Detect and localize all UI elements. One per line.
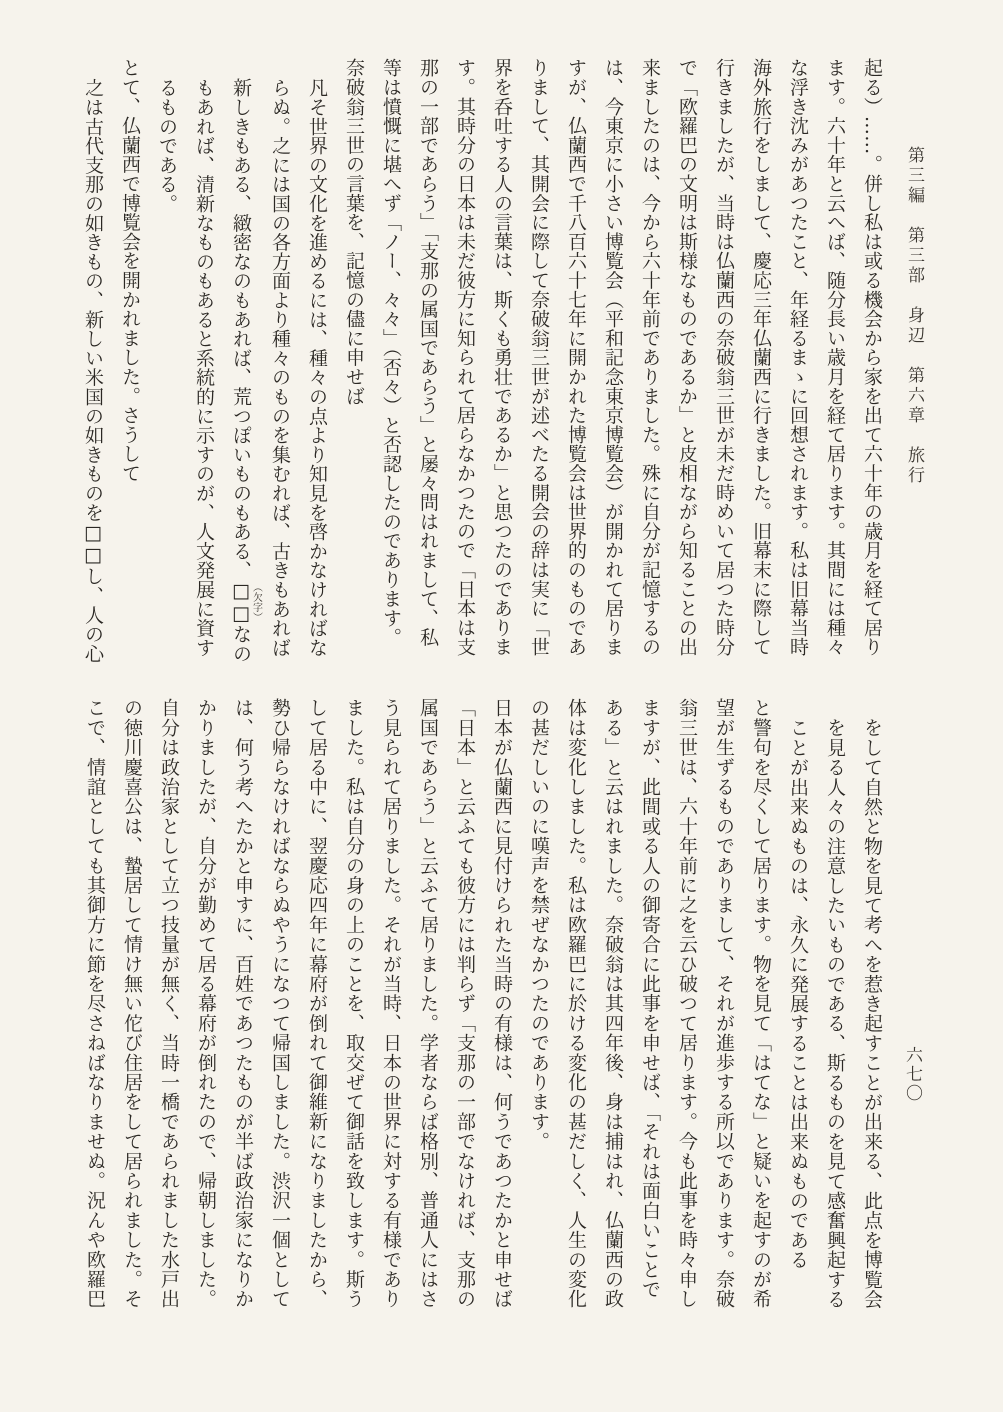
text-line: は、何う考へたかと申すに、百姓であつたものが半ば政治家になりか — [232, 698, 254, 1309]
text-line: をして自然と物を見て考へを惹き起すことが出来る、此点を博覧会 — [861, 718, 883, 1309]
text-line: こで、情誼としても其御方に節を尽さねばなりませぬ。況んや欧羅巴 — [84, 698, 106, 1309]
text-line: 「日本」と云ふても彼方には判らず「支那の一部でなければ、支那の — [454, 698, 476, 1309]
text-line: 日本が仏蘭西に見付けられた当時の有様は、何うであつたかと申せば — [491, 698, 513, 1309]
text-line: ます。六十年と云へば、随分長い歳月を経て居ります。其間には種々 — [824, 58, 846, 657]
text-line: 翁三世は、六十年前に之を云ひ破つて居ります。今も此事を時々申し — [676, 698, 698, 1309]
text-line: 属国であらう」と云ふて居りました。学者ならば格別、普通人にはさ — [417, 698, 439, 1309]
text-line: 行きましたが、当時は仏蘭西の奈破翁三世が未だ時めいて居つた時分 — [713, 58, 735, 657]
text-line: 来ましたのは、今から六十年前でありました。殊に自分が記憶するの — [639, 58, 661, 657]
text-block-bottom — [76, 698, 890, 1324]
text-line: 奈破翁三世の言葉を、記憶の儘に申せば — [343, 58, 365, 406]
text-line: 海外旅行をしまして、慶応三年仏蘭西に行きました。旧幕末に際して — [750, 58, 772, 657]
text-line: 体は変化しました。私は欧羅巴に於ける変化の甚だしく、人生の変化 — [565, 698, 587, 1309]
text-line: の徳川慶喜公は、蟄居して情け無い佗び住居をして居られました。そ — [121, 698, 143, 1309]
text-line: らぬ。之には国の各方面より種々のものを集むれば、古きもあれば — [269, 78, 291, 657]
text-line: るものである。 — [156, 78, 178, 214]
text-line: ことが出来ぬものは、永久に発展することは出来ぬものである — [787, 718, 809, 1270]
text-line: 勢ひ帰らなければならぬやうになつて帰国しました。渋沢一個として — [269, 698, 291, 1309]
text-line: 之は古代支那の如きもの、新しい米国の如きものを□□し、人の心 — [82, 78, 104, 663]
text-line: 自分は政治家として立つ技量が無く、当時一橋であられました水戸出 — [158, 698, 180, 1309]
text-line: 界を呑吐する人の言葉は、斯くも勇壮であるか」と思つたのでありま — [491, 58, 513, 657]
text-line: 凡そ世界の文化を進めるには、種々の点より知見を啓かなければな — [306, 78, 328, 657]
text-line: かりましたが、自分が勤めて居る幕府が倒れたので、帰朝しました。 — [195, 698, 217, 1309]
text-line: は、今東京に小さい博覧会（平和記念東京博覧会）が開かれて居りま — [602, 58, 624, 657]
text-line: 起る）……。併し私は或る機会から家を出て六十年の歳月を経て居り — [861, 58, 883, 657]
missing-char-note: □□（欠字） — [230, 579, 262, 625]
text-line: の甚だしいのに嘆声を禁ぜなかつたのであります。 — [528, 698, 550, 1152]
text-line: ました。私は自分の身の上のことを、取交ぜて御話を致します。斯う — [343, 698, 365, 1309]
text-line: 等は憤慨に堪へず「ノー、々々」（否々）と否認したのであります。 — [380, 58, 402, 647]
text-line: して居る中に、翌慶応四年に幕府が倒れて御維新になりましたから、 — [306, 698, 328, 1309]
text-line: もあれば、清新なものもあると系統的に示すのが、人文発展に資す — [193, 78, 215, 657]
text-line: な浮き沈みがあつたこと、年経るまゝに回想されます。私は旧幕当時 — [787, 58, 809, 657]
text-line: う見られて居りました。それが当時、日本の世界に対する有様であり — [380, 698, 402, 1309]
text-line: す。其時分の日本は未だ彼方に知られて居らなかつたので「日本は支 — [454, 58, 476, 657]
page-number: 六七〇 — [902, 1046, 922, 1103]
text-line: とて、仏蘭西で博覧会を開かれました。さうして — [119, 58, 141, 483]
text-line: 那の一部であらう」「支那の属国であらう」と屡々問はれまして、私 — [417, 58, 439, 647]
text-line: 望が生ずるものでありまして、それが進歩する所以であります。奈破 — [713, 698, 735, 1309]
text-line: ますが、此間或る人の御寄合に此事を申せば、「それは面白いことで — [639, 698, 661, 1300]
text-line: 新しきもある、緻密なのもあれば、荒つぽいものもある、□□（欠字）なの — [230, 78, 262, 664]
running-head: 第三編 第三部 身辺 第六章 旅行 — [904, 146, 924, 486]
text-line: りまして、其開会に際して奈破翁三世が述べたる開会の辞は実に「世 — [528, 58, 550, 657]
text-line: ある」と云はれました。奈破翁は其四年後、身は捕はれ、仏蘭西の政 — [602, 698, 624, 1309]
text-line: で「欧羅巴の文明は斯様なものであるか」と皮相ながら知ることの出 — [676, 58, 698, 657]
text-line: と警句を尽くして居ります。物を見て「はてな」と疑いを起すのが希 — [750, 698, 772, 1309]
text-block-top — [74, 58, 890, 664]
text-line: を見る人々の注意したいものである、斯るものを見て感奮興起する — [824, 718, 846, 1309]
text-line: すが、仏蘭西で千八百六十七年に開かれた博覧会は世界的のものであ — [565, 58, 587, 657]
